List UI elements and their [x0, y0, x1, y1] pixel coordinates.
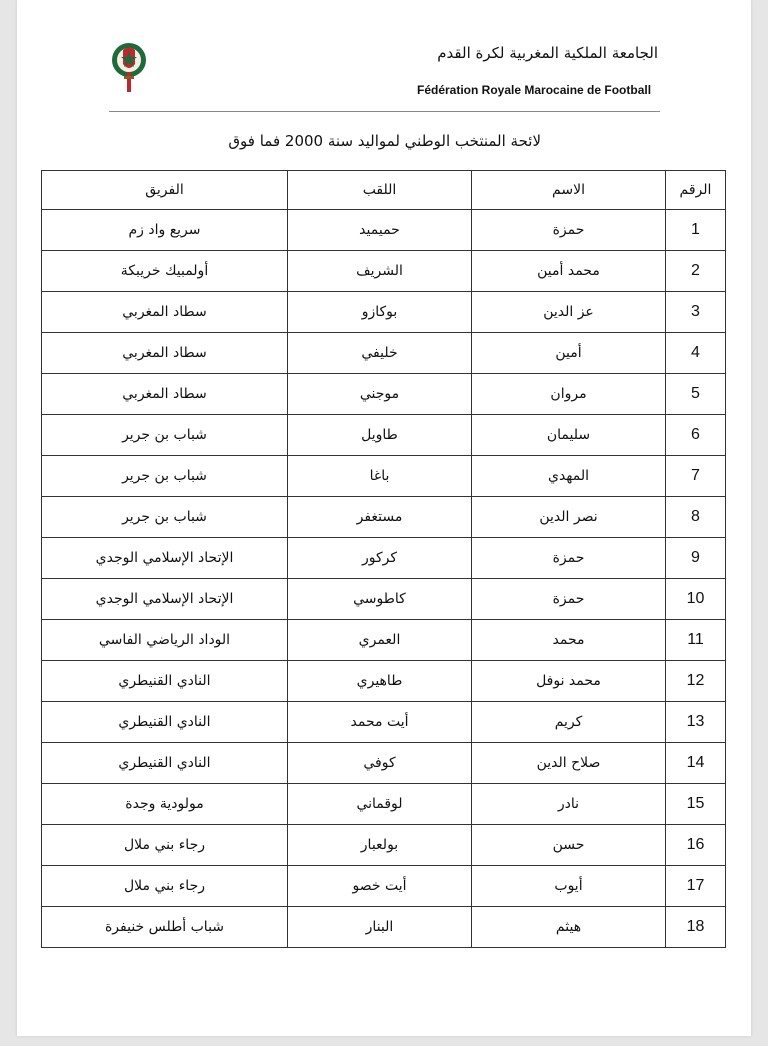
cell-team: مولودية وجدة [42, 784, 288, 825]
cell-surname: طاهيري [288, 661, 472, 702]
cell-surname: البنار [288, 907, 472, 948]
cell-surname: كاطوسي [288, 579, 472, 620]
cell-first-name: أمين [472, 333, 666, 374]
cell-surname: بوكازو [288, 292, 472, 333]
table-row [42, 784, 726, 825]
table-row [42, 251, 726, 292]
cell-number: 18 [666, 907, 726, 948]
cell-team: أولمبيك خريبكة [42, 251, 288, 292]
cell-number: 11 [666, 620, 726, 661]
cell-number: 5 [666, 374, 726, 415]
column-header-first-name: الاسم [472, 171, 666, 210]
cell-number: 4 [666, 333, 726, 374]
cell-first-name: عز الدين [472, 292, 666, 333]
cell-surname: بولعبار [288, 825, 472, 866]
cell-team: رجاء بني ملال [42, 866, 288, 907]
cell-surname: أيت محمد [288, 702, 472, 743]
cell-number: 12 [666, 661, 726, 702]
table-row [42, 333, 726, 374]
table-row [42, 374, 726, 415]
cell-first-name: حمزة [472, 538, 666, 579]
cell-surname: باغا [288, 456, 472, 497]
cell-team: شباب بن جرير [42, 415, 288, 456]
table-row [42, 415, 726, 456]
cell-first-name: هيثم [472, 907, 666, 948]
cell-first-name: أيوب [472, 866, 666, 907]
cell-first-name: نصر الدين [472, 497, 666, 538]
table-row [42, 825, 726, 866]
cell-team: شباب بن جرير [42, 456, 288, 497]
table-row [42, 702, 726, 743]
cell-team: رجاء بني ملال [42, 825, 288, 866]
table-row [42, 497, 726, 538]
cell-team: سطاد المغربي [42, 333, 288, 374]
cell-team: سطاد المغربي [42, 374, 288, 415]
cell-first-name: المهدي [472, 456, 666, 497]
cell-number: 7 [666, 456, 726, 497]
cell-number: 14 [666, 743, 726, 784]
squad-table [41, 170, 726, 948]
cell-surname: طاويل [288, 415, 472, 456]
cell-first-name: نادر [472, 784, 666, 825]
cell-first-name: محمد نوفل [472, 661, 666, 702]
cell-number: 8 [666, 497, 726, 538]
cell-first-name: مروان [472, 374, 666, 415]
column-header-team: الفريق [42, 171, 288, 210]
cell-team: سريع واد زم [42, 210, 288, 251]
cell-number: 3 [666, 292, 726, 333]
cell-team: الإتحاد الإسلامي الوجدي [42, 579, 288, 620]
cell-team: شباب أطلس خنيفرة [42, 907, 288, 948]
frmf-crest-icon [110, 42, 148, 94]
cell-team: النادي القنيطري [42, 702, 288, 743]
column-header-number: الرقم [666, 171, 726, 210]
cell-surname: موجني [288, 374, 472, 415]
cell-number: 1 [666, 210, 726, 251]
table-row [42, 661, 726, 702]
cell-surname: العمري [288, 620, 472, 661]
cell-number: 6 [666, 415, 726, 456]
cell-team: شباب بن جرير [42, 497, 288, 538]
cell-team: النادي القنيطري [42, 743, 288, 784]
cell-first-name: محمد أمين [472, 251, 666, 292]
organization-name-arabic: الجامعة الملكية المغربية لكرة القدم [437, 44, 658, 62]
cell-surname: كوفي [288, 743, 472, 784]
table-row [42, 210, 726, 251]
column-header-surname: اللقب [288, 171, 472, 210]
cell-surname: أيت خصو [288, 866, 472, 907]
document-title: لائحة المنتخب الوطني لمواليد سنة 2000 فما فوق [228, 132, 541, 150]
table-row [42, 743, 726, 784]
cell-first-name: صلاح الدين [472, 743, 666, 784]
cell-first-name: كريم [472, 702, 666, 743]
cell-team: الوداد الرياضي الفاسي [42, 620, 288, 661]
cell-surname: كركور [288, 538, 472, 579]
table-row [42, 456, 726, 497]
cell-number: 17 [666, 866, 726, 907]
cell-first-name: حسن [472, 825, 666, 866]
table-row [42, 292, 726, 333]
cell-first-name: حمزة [472, 210, 666, 251]
table-row [42, 620, 726, 661]
table-row [42, 538, 726, 579]
cell-surname: خليفي [288, 333, 472, 374]
cell-number: 13 [666, 702, 726, 743]
cell-team: الإتحاد الإسلامي الوجدي [42, 538, 288, 579]
header-divider [109, 111, 660, 112]
cell-number: 16 [666, 825, 726, 866]
table-row [42, 579, 726, 620]
cell-number: 15 [666, 784, 726, 825]
organization-name-french: Fédération Royale Marocaine de Football [417, 83, 652, 97]
cell-surname: لوقماني [288, 784, 472, 825]
table-row [42, 866, 726, 907]
cell-surname: الشريف [288, 251, 472, 292]
cell-surname: حميميد [288, 210, 472, 251]
cell-first-name: سليمان [472, 415, 666, 456]
cell-team: النادي القنيطري [42, 661, 288, 702]
cell-number: 9 [666, 538, 726, 579]
cell-team: سطاد المغربي [42, 292, 288, 333]
cell-first-name: محمد [472, 620, 666, 661]
table-header-row [42, 171, 726, 210]
cell-number: 2 [666, 251, 726, 292]
cell-number: 10 [666, 579, 726, 620]
cell-surname: مستغفر [288, 497, 472, 538]
table-row [42, 907, 726, 948]
cell-first-name: حمزة [472, 579, 666, 620]
